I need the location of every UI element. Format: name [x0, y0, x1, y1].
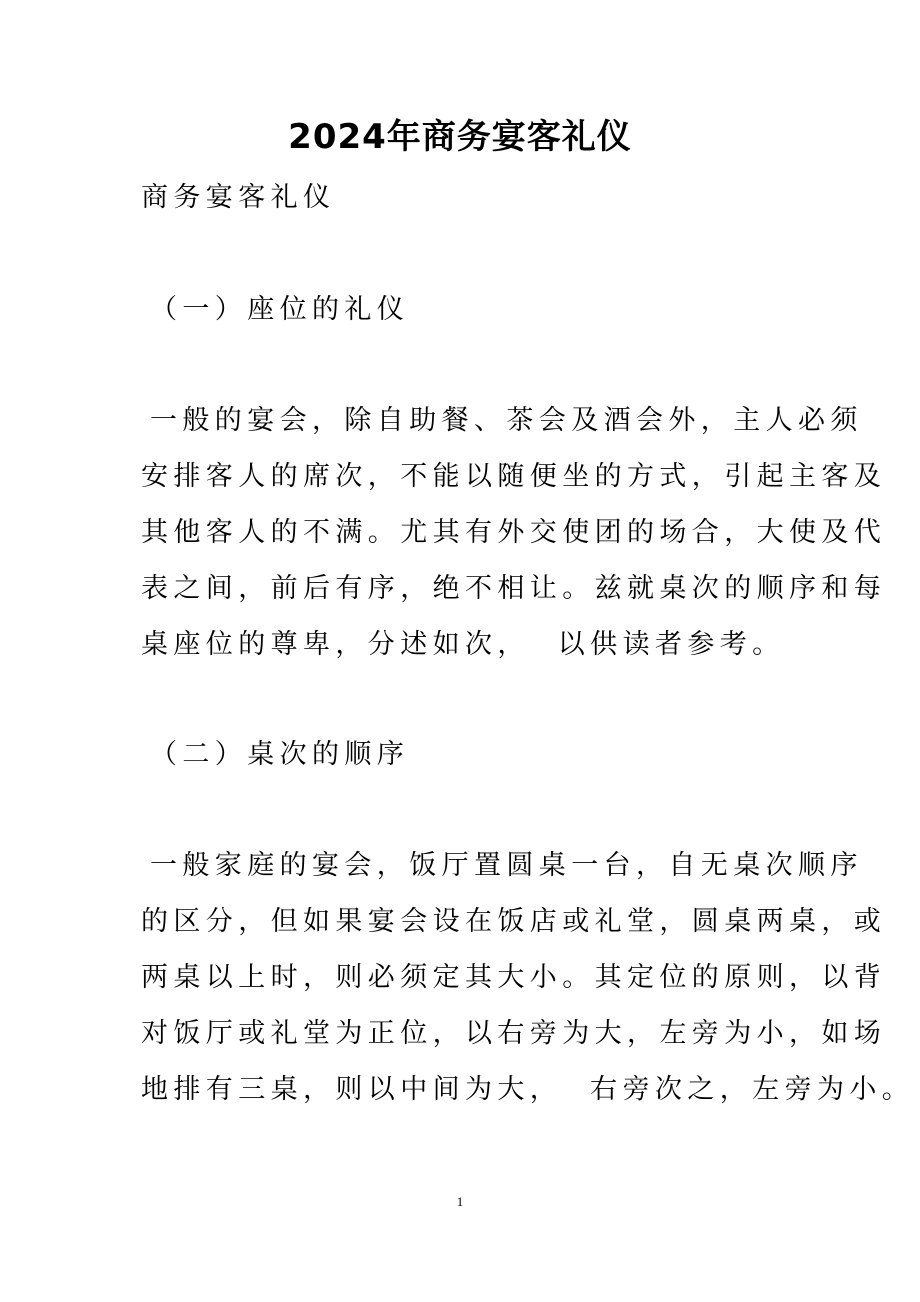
- paragraph-line: 的区分，但如果宴会设在饭店或礼堂，圆桌两桌，或: [141, 906, 887, 937]
- paragraph-line: 其他客人的不满。尤其有外交使团的场合，大使及代: [141, 517, 887, 548]
- paragraph-line: 两桌以上时，则必须定其大小。其定位的原则，以背: [141, 962, 887, 993]
- paragraph-line: 表之间，前后有序，绝不相让。兹就桌次的顺序和每: [141, 573, 887, 604]
- document-title: 2024年商务宴客礼仪: [288, 117, 632, 157]
- paragraph-line: 一般的宴会，除自助餐、茶会及酒会外，主人必须: [150, 405, 863, 436]
- paragraph-line: 安排客人的席次，不能以随便坐的方式，引起主客及: [141, 461, 887, 492]
- section-heading-table-order: （二）桌次的顺序: [150, 739, 410, 770]
- paragraph-line: 一般家庭的宴会，饭厅置圆桌一台，自无桌次顺序: [150, 850, 863, 881]
- paragraph-line: 地排有三桌，则以中间为大， 右旁次之，左旁为小。: [141, 1074, 915, 1105]
- paragraph-line: 对饭厅或礼堂为正位，以右旁为大，左旁为小，如场: [141, 1018, 887, 1049]
- paragraph-line: 桌座位的尊卑，分述如次， 以供读者参考。: [141, 629, 785, 660]
- page-number: 1: [456, 1194, 464, 1209]
- section-heading-seating: （一）座位的礼仪: [150, 294, 410, 325]
- document-subtitle: 商务宴客礼仪: [141, 182, 336, 213]
